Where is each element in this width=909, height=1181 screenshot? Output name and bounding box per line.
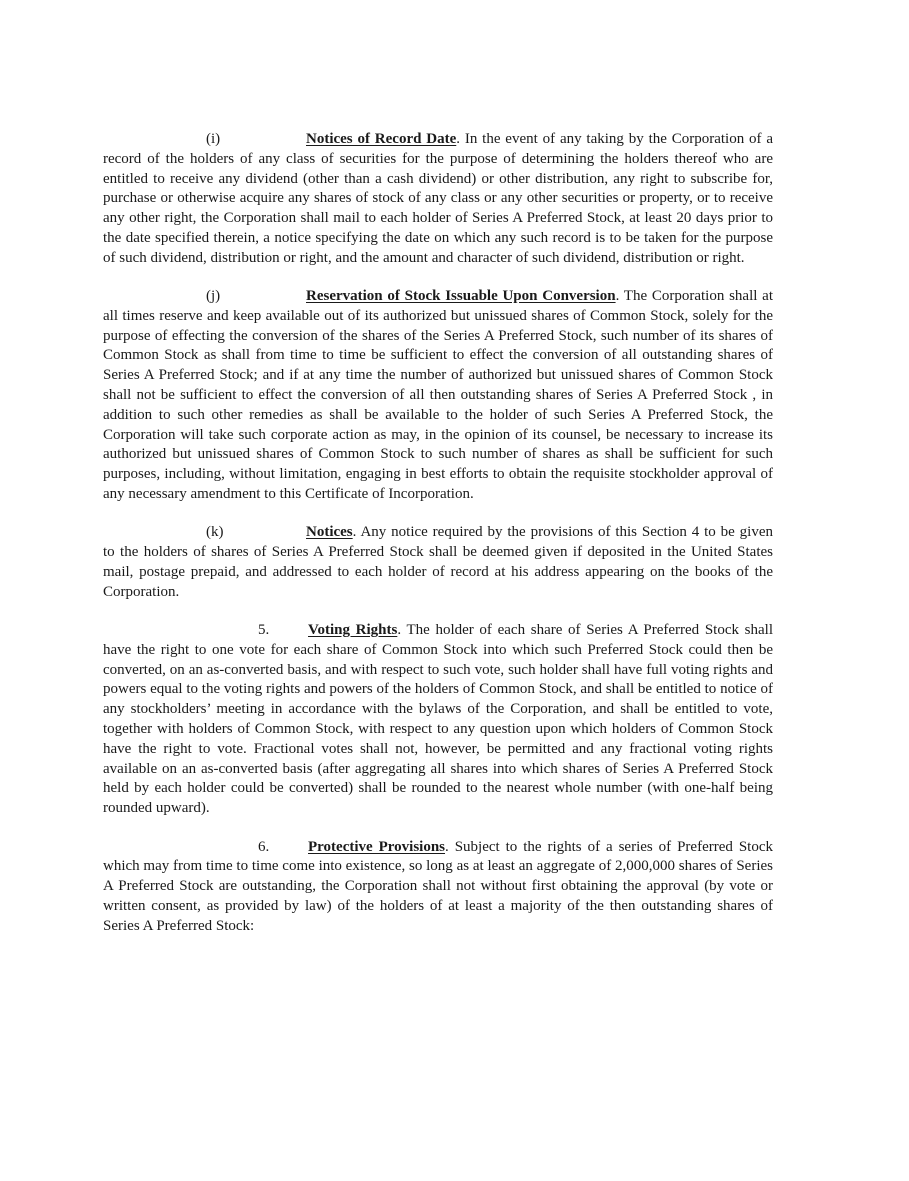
section-body: . In the event of any taking by the Corporation of a record of the holders of any class of securities for the purpose of determining the holders thereof who are entitled to receive any dividend (other than a cash dividend) or other distribution, any right to subscribe for, purchase or otherwise acquire any shares of stock of any class or any other securities or property, or to receive any other right, the Corporation shall mail to each holder of Series A Preferred Stock, at least 20 days prior to the date specified therein, a notice specifying the date on which any such record is to be taken for the purpose of such dividend, distribution or right, and the amount and character of such dividend, distribution or right.: [103, 131, 774, 266]
section-marker: 5.: [258, 622, 270, 639]
section-heading: Notices of Record Date: [306, 131, 457, 147]
section-body: . Subject to the rights of a series of Preferred Stock which may from time to time come into existence, so long as at least an aggregate of 2,000,000 shares of Series A Preferred Stock are outstanding, the Corporation shall not without first obtaining the approval (by vote or written consent, as provided by law) of the holders of at least a majority of the then outstanding shares of Series A Preferred Stock:: [103, 838, 773, 934]
section-heading: Voting Rights: [308, 622, 398, 639]
section-j-paragraph: [103, 287, 773, 505]
section-heading: Reservation of Stock Issuable Upon Conversion: [306, 288, 616, 305]
section-k-paragraph: [103, 523, 773, 602]
section-marker: (i): [206, 131, 221, 147]
section-body: . The holder of each share of Series A Preferred Stock shall have the right to one vote for each share of Common Stock into which such Preferred Stock could then be converted, on an as-converted basis, and with respect to such vote, such holder shall have full voting rights and powers equal to the voting rights and powers of the holders of Common Stock, and shall be entitled to notice of any stockholders’ meeting in accordance with the bylaws of the Corporation, and shall be entitled to vote, together with holders of Common Stock, with respect to any question upon which holders of Common Stock have the right to vote. Fractional votes shall not, however, be permitted and any fractional voting rights available on an as-converted basis (after aggregating all shares into which shares of Series A Preferred Stock held by each holder could be converted) shall be rounded to the nearest whole number (with one-half being rounded upward).: [103, 622, 774, 817]
section-body: . Any notice required by the provisions of this Section 4 to be given to the holders of shares of Series A Preferred Stock shall be deemed given if deposited in the United States mail, postage prepaid, and addressed to each holder of record at his address appearing on the books of the Corporation.: [103, 524, 773, 600]
section-6-paragraph: [103, 838, 773, 937]
section-5-paragraph: [103, 621, 773, 819]
section-marker: 6.: [258, 838, 270, 855]
section-heading: Notices: [306, 524, 353, 541]
section-heading: Protective Provisions: [308, 838, 446, 855]
section-marker: (k): [206, 524, 224, 541]
section-body: . The Corporation shall at all times reserve and keep available out of its authorized but unissued shares of Common Stock, solely for the purpose of effecting the conversion of the shares of the Series A Preferred Stock, such number of its shares of Common Stock as shall from time to time be sufficient to effect the conversion of all outstanding shares of Series A Preferred Stock; and if at any time the number of authorized but unissued shares of Common Stock shall not be sufficient to effect the conversion of all then outstanding shares of Series A Preferred Stock , in addition to such other remedies as shall be available to the holder of such Series A Preferred Stock, the Corporation will take such corporate action as may, in the opinion of its counsel, be necessary to increase its authorized but unissued shares of Common Stock to such number of shares as shall be sufficient for such purposes, including, without limitation, engaging in best efforts to obtain the requisite stockholder approval of any necessary amendment to this Certificate of Incorporation.: [103, 288, 773, 503]
section-i-paragraph: [103, 130, 773, 269]
section-marker: (j): [206, 288, 221, 305]
document-page: [103, 130, 773, 936]
